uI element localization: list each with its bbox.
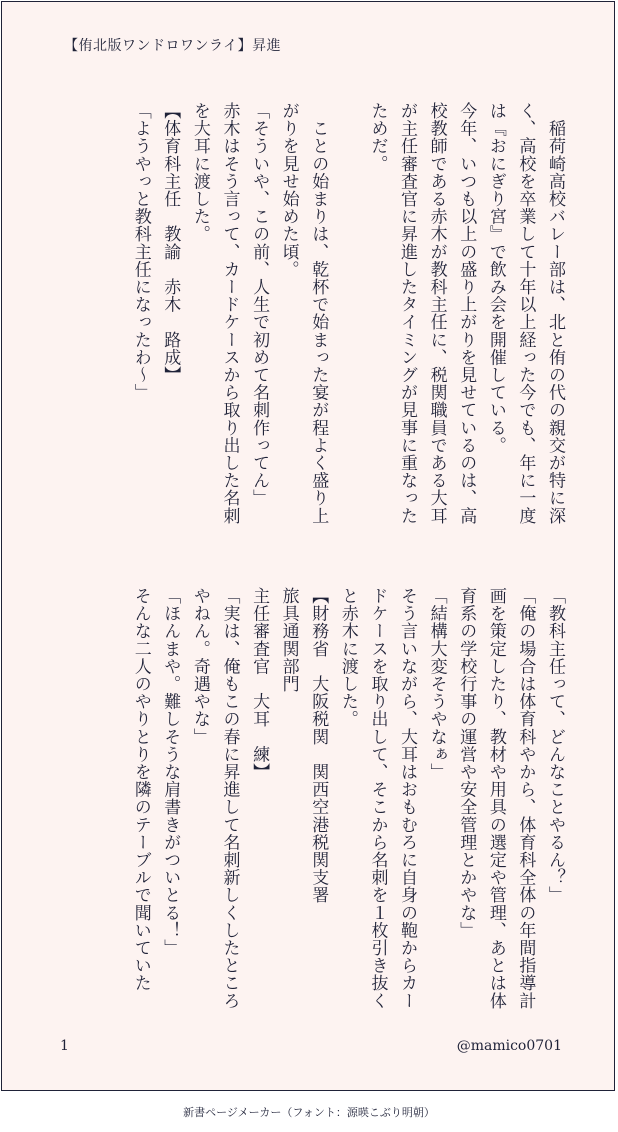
text-line: 「結構大変そうやなぁ」 <box>426 587 447 781</box>
text-line: は『おにぎり宮』で飲み会を開催している。 <box>485 102 506 454</box>
text-line: を大耳に渡した。 <box>189 102 210 243</box>
body-text-lower <box>125 587 569 1032</box>
author-handle: @mamico0701 <box>456 1038 562 1054</box>
body-text-upper <box>125 102 569 542</box>
page-title: 【侑北版ワンドロワンライ】昇進 <box>64 38 282 54</box>
text-line: そんな二人のやりとりを隣のテーブルで聞いていた <box>130 587 151 992</box>
text-line: やねん。奇遇やな」 <box>189 587 210 746</box>
text-line: 【体育科主任 教諭 赤木 路成】 <box>160 102 181 384</box>
text-line: ドケースを取り出して、そこから名刺を１枚引き抜く <box>367 587 388 1010</box>
text-line: 旅具通関部門 <box>278 587 299 693</box>
text-line: 「ようやっと教科主任になったわ〜」 <box>130 102 151 402</box>
text-line: と赤木に渡した。 <box>337 587 358 728</box>
text-line: 今年、いつも以上の盛り上がりを見せているのは、高 <box>456 102 477 525</box>
text-line: がりを見せ始めた頃。 <box>278 102 299 278</box>
text-line: く、高校を卒業して十年以上経った今でも、年に一度 <box>515 102 536 525</box>
text-line: ためだ。 <box>367 102 388 173</box>
text-line: 「実は、俺もこの春に昇進して名刺新しくしたところ <box>219 587 240 1010</box>
text-line: 「そういや、この前、人生で初めて名刺作ってん」 <box>249 102 270 507</box>
text-line: 「教科主任って、どんなことやるん？」 <box>545 587 565 904</box>
text-line: 「ほんまや。難しそうな肩書きがついとる！」 <box>160 587 181 957</box>
text-line: 画を策定したり、教材や用具の選定や管理、あとは体 <box>485 587 506 1010</box>
page-number: 1 <box>60 1038 69 1054</box>
footer-credit: 新書ページメーカー（フォント：源暎こぶり明朝） <box>183 1106 435 1119</box>
text-line: 校教師である赤木が教科主任に、税関職員である大耳 <box>426 102 447 525</box>
text-line: 主任審査官 大耳 練】 <box>249 587 270 781</box>
text-line: 稲荷崎高校バレー部は、北と侑の代の親交が特に深 <box>545 102 565 525</box>
text-line: 育系の学校行事の運営や安全管理とかやな」 <box>456 587 477 939</box>
text-line: 「俺の場合は体育科やから、体育科全体の年間指導計 <box>515 587 536 1010</box>
text-line: 赤木はそう言って、カードケースから取り出した名刺 <box>219 102 240 525</box>
text-line: が主任審査官に昇進したタイミングが見事に重なった <box>397 102 418 525</box>
text-line: ことの始まりは、乾杯で始まった宴が程よく盛り上 <box>308 102 329 525</box>
page-sheet <box>1 1 615 1091</box>
text-line: そう言いながら、大耳はおもむろに自身の鞄からカー <box>397 587 418 1010</box>
text-line: 【財務省 大阪税関 関西空港税関支署 <box>308 587 329 904</box>
text-line <box>332 102 362 542</box>
